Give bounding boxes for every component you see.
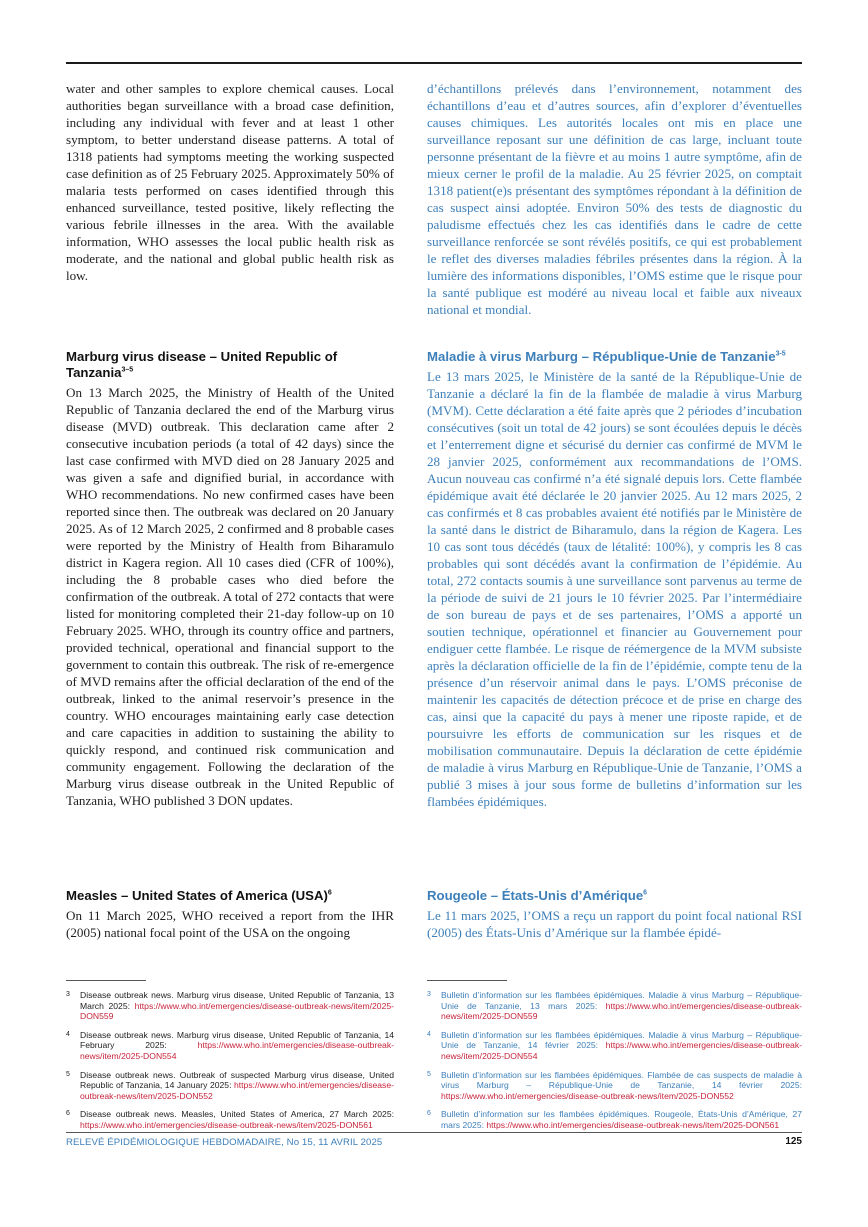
fr-marburg-paragraph: Le 13 mars 2025, le Ministère de la santé de la République-Unie de Tanzanie a déclaré la fin de la flambée de maladie à virus Marburg (MVM). Cette déclaration a été faite après que 2 périodes d’incubation consécutives (soit un total de 42 jours) se sont écoulées depuis le décès et l’enterrement digne et sécurisé du dernier cas confirmé de MVM le 28 janvier 2025, conformément aux recommandations de l’OMS. Aucun nouveau cas confirmé n’a été signalé depuis lors. Cette flambée épidémique avait été déclarée le 20 janvier 2025. Au 12 mars 2025, 2 cas confirmés et 8 cas probables avaient été notifiés par le Ministère de la santé dans le district de Biharamulo, dans la région de Kagera. Les 10 cas sont tous décédés (taux de létalité: 100%), y compris les 8 cas probables qui sont décédés avant la confirmation de l’épidémie. Au total, 272 contacts soumis à une surveillance sont parvenus au terme de la période de suivi de 21 jours le 10 février 2025. Par l’intermédiaire de son bureau de pays et de ses partenaires, l’OMS a apporté un soutien technique, opérationnel et financier au Gouvernement pour endiguer cette flambée. Le risque de réémergence de la MVM subsiste après la déclaration officielle de la fin de l’épidémie, compte tenu de la présence d’un réservoir animal dans le pays. L’OMS préconise de maintenir les capacités de détection précoce et de prise en charge des cas, ainsi que la capacité du pays à mener une riposte rapide, et de poursuivre les efforts de communication sur les risques et de mobilisation communautaire. Depuis la déclaration de cette épidémie de maladie à virus Marburg en République-Unie de Tanzanie, l’OMS a publié 3 mises à jour sous forme de bulletins d’information sur les flambées épidémiques. [427, 369, 802, 809]
en-marburg-heading-text: Marburg virus disease – United Republic of Tanzania [66, 349, 338, 380]
fr-marburg-sup: 3-5 [775, 350, 786, 358]
fr-measles-paragraph: Le 11 mars 2025, l’OMS a reçu un rapport du point focal national RSI (2005) des États-Unis d’Amérique sur la flambée épidé- [427, 908, 802, 940]
footnote-link[interactable]: https://www.who.int/emergencies/disease-outbreak-news/item/2025-DON559 [441, 1000, 802, 1022]
fr-marburg-heading-text: Maladie à virus Marburg – République-Unie de Tanzanie [427, 349, 776, 364]
footnote-text: Bulletin d’information sur les flambées épidémiques. Flambée de cas suspects de maladie à virus Marburg – République-Unie de Tanzanie, 14 février 2025: [441, 1069, 802, 1091]
footnote-text: Bulletin d’information sur les flambées épidémiques. Maladie à virus Marburg – République-Unie de Tanzanie, 13 mars 2025: [441, 990, 802, 1011]
fr-measles-sup: 6 [643, 889, 648, 897]
footnote-link[interactable]: https://www.who.int/emergencies/disease-outbreak-news/item/2025-DON561 [80, 1119, 373, 1130]
footnote-text: Disease outbreak news. Marburg virus disease, United Republic of Tanzania, 13 March 2025: [80, 990, 394, 1011]
footnote-link[interactable]: https://www.who.int/emergencies/disease-outbreak-news/item/2025-DON561 [486, 1119, 780, 1130]
running-footer: RELEVÉ ÉPIDÉMIOLOGIQUE HEBDOMADAIRE, No 15, 11 AVRIL 2025 [66, 1137, 383, 1148]
footnote-text: Disease outbreak news. Marburg virus disease, United Republic of Tanzania, 14 February 2025: [80, 1029, 394, 1051]
fr-footnote-rule [427, 980, 507, 981]
bottom-rule [66, 1132, 802, 1133]
footnote [427, 1109, 802, 1130]
footnote [427, 1030, 802, 1062]
en-marburg-sup: 3–5 [121, 366, 134, 374]
en-measles-paragraph: On 11 March 2025, WHO received a report from the IHR (2005) national focal point of the USA on the ongoing [66, 908, 394, 940]
footnote-text: Disease outbreak news. Measles, United States of America, 27 March 2025: [80, 1109, 394, 1120]
footnote-text: Disease outbreak news. Outbreak of suspected Marburg virus disease, United Republic of Tanzania, 14 January 2025: [80, 1069, 394, 1091]
top-rule [66, 62, 802, 64]
en-marburg-paragraph: On 13 March 2025, the Ministry of Health of the United Republic of Tanzania declared the end of the Marburg virus disease (MVD) outbreak. This declaration came after 2 consecutive incubation periods (a total of 42 days) since the last case confirmed with MVD died on 28 January 2025 and was given a safe and dignified burial, in accordance with WHO recommendations. No new confirmed cases have been reported since then. The outbreak was declared on 20 January 2025. As of 12 March 2025, 2 confirmed and 8 probable cases were reported by the Ministry of Health from Biharamulo district in Kagera region. All 10 cases died (CFR of 100%), including the 8 probable cases who died before the confirmation of the outbreak. A total of 272 contacts that were listed for monitoring completed their 21-day follow-up on 10 February 2025. WHO, through its country office and partners, provided technical, operational and financial support to the government to contain this outbreak. The risk of re-emergence of MVD remains after the official declaration of the end of the outbreak, linked to the animal reservoir’s presence in the country. WHO encourages maintaining early case detection and care capacities in addition to sustaining the ability to quickly respond, and continued risk communication and community engagement. Following the declaration of the Marburg virus disease outbreak in the United Republic of Tanzania, WHO published 3 DON updates. [66, 385, 394, 808]
footnote-number: 5 [427, 1070, 431, 1078]
footnote-number: 6 [427, 1110, 431, 1118]
french-column [427, 80, 802, 318]
footnote [66, 990, 394, 1022]
footnote-number: 5 [66, 1070, 70, 1078]
fr-intro-paragraph: d’échantillons prélevés dans l’environnement, notamment des échantillons d’eau et d’autres sources, afin d’explorer d’éventuelles causes chimiques. Les autorités locales ont mis en place une surveillance reposant sur une définition de cas large, incluant toute personne présentant de la fièvre et au moins 1 autre symptôme, afin de mieux cerner le profil de la maladie. Au 25 février 2025, on comptait 1318 patient(e)s présentant des symptômes répondant à la définition de cas suspect ainsi adoptée. Environ 50% des tests de diagnostic du paludisme effectués chez les cas identifiés dans le cadre de cette surveillance renforcée se sont révélés positifs, ce qui est probablement le reflet des diverses maladies fébriles présentes dans la région. À la lumière des informations disponibles, l’OMS estime que le risque pour la santé publique est modéré au niveau local et faible aux niveaux national et mondial. [427, 81, 802, 317]
footnote-number: 4 [66, 1030, 70, 1038]
en-intro-paragraph: water and other samples to explore chemical causes. Local authorities began surveillance with a broad case definition, including any individual with fever and at least 1 other symptom, to better understand disease patterns. A total of 1318 patients had symptoms meeting the working suspected case definition as of 25 February 2025. Approximately 50% of malaria tests performed on cases identified through this enhanced surveillance, tested positive, likely reflecting the various febrile illnesses in the area. With the available information, WHO assesses the local public health risk as moderate, and the national and global public health risk as low. [66, 81, 394, 283]
footnote-link[interactable]: https://www.who.int/emergencies/disease-outbreak-news/item/2025-DON552 [80, 1080, 394, 1101]
english-column [66, 80, 394, 284]
footnote-link[interactable]: https://www.who.int/emergencies/disease-outbreak-news/item/2025-DON552 [441, 1090, 734, 1101]
footnote-number: 4 [427, 1030, 431, 1038]
fr-footnotes [427, 990, 802, 1139]
footnote [66, 1109, 394, 1130]
fr-marburg-heading [427, 349, 802, 365]
en-footnotes [66, 990, 394, 1139]
footnote-number: 6 [66, 1110, 70, 1118]
footnote-link[interactable]: https://www.who.int/emergencies/disease-outbreak-news/item/2025-DON554 [441, 1040, 802, 1061]
fr-marburg-section [427, 349, 802, 810]
en-marburg-heading [66, 349, 394, 381]
footnote-text: Bulletin d’information sur les flambées épidémiques. Maladie à virus Marburg – République-Unie de Tanzanie, 14 février 2025: [441, 1029, 802, 1051]
footnote [66, 1070, 394, 1102]
fr-measles-section [427, 888, 802, 941]
footnote-link[interactable]: https://www.who.int/emergencies/disease-outbreak-news/item/2025-DON559 [80, 1000, 394, 1022]
en-measles-heading-text: Measles – United States of America (USA) [66, 888, 328, 903]
footnote [427, 1070, 802, 1102]
footnote-text: Bulletin d’information sur les flambées épidémiques. Rougeole, États-Unis d’Amérique, 27 mars 2025: [441, 1109, 802, 1130]
en-measles-sup: 6 [327, 889, 332, 897]
fr-measles-heading [427, 888, 802, 904]
footnote [427, 990, 802, 1022]
footnote-number: 3 [427, 991, 431, 998]
footnote [66, 1030, 394, 1062]
footnote-link[interactable]: https://www.who.int/emergencies/disease-outbreak-news/item/2025-DON554 [80, 1040, 394, 1061]
en-marburg-section [66, 349, 394, 809]
fr-measles-heading-text: Rougeole – États-Unis d’Amérique [427, 888, 644, 903]
en-measles-section [66, 888, 394, 941]
footnote-number: 3 [66, 991, 70, 998]
en-footnote-rule [66, 980, 146, 981]
page-number: 125 [785, 1136, 802, 1147]
en-measles-heading [66, 888, 394, 904]
